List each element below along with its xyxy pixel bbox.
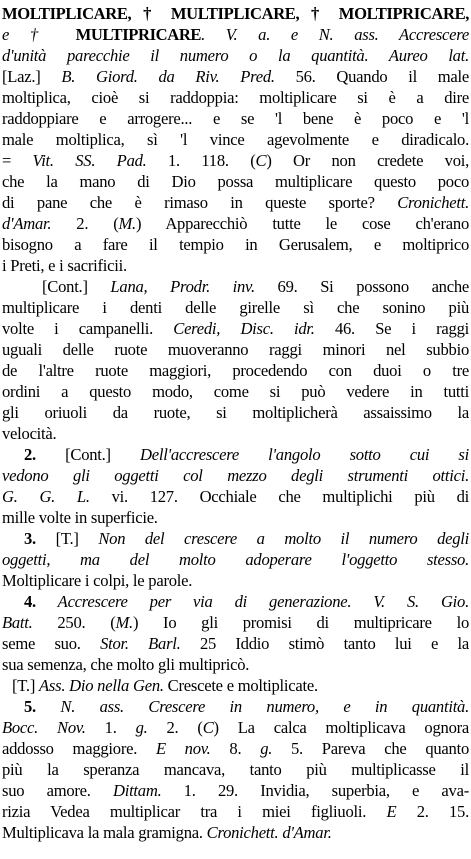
text-segment: 56. Quando il male bbox=[274, 67, 469, 86]
text-segment: moltiplica, cioè si raddoppia: moltiplicare si è a dire bbox=[2, 88, 469, 107]
italic-text: vedono gli oggetti col mezzo degli strumenti ottici. bbox=[2, 466, 469, 485]
text-segment: più la speranza mancava, tanto più multiplicasse il bbox=[2, 760, 469, 779]
italic-text: Dittam. bbox=[112, 781, 162, 800]
italic-text: N. ass. Crescere in numero, e in quantità. bbox=[35, 697, 469, 716]
italic-text: Dell'accrescere l'angolo sotto cui si bbox=[140, 445, 469, 464]
italic-text: Cronichett. d'Amar. bbox=[206, 823, 332, 842]
text-segment: suo amore. bbox=[2, 781, 113, 800]
italic-text: M. bbox=[118, 214, 136, 233]
italic-text: M. bbox=[115, 613, 133, 632]
italic-text: d'Amar. bbox=[2, 214, 52, 233]
sense-number: 5. bbox=[24, 697, 36, 716]
text-segment: 5. Pareva che quanto bbox=[272, 739, 469, 758]
text-segment: seme suo. bbox=[2, 634, 101, 653]
sense-number: 2. bbox=[24, 445, 36, 464]
text-segment: ) La calca moltiplicava ognora bbox=[213, 718, 469, 737]
text-segment: vi. 127. Occhiale che multiplichi più di bbox=[89, 487, 469, 506]
italic-text: g. bbox=[135, 718, 148, 737]
text-segment: velocità. bbox=[2, 424, 57, 443]
italic-text: Stor. Barl. bbox=[100, 634, 181, 653]
text-segment: addosso maggiore. bbox=[2, 739, 156, 758]
text-segment: de l'altre ruote maggiori, procedendo con duoi o tre bbox=[2, 361, 469, 380]
text-segment: [Cont.] bbox=[35, 445, 140, 464]
text-segment: volte i campanelli. bbox=[2, 319, 174, 338]
text-segment: i Preti, e i sacrificii. bbox=[2, 256, 127, 275]
italic-text: G. G. L. bbox=[2, 487, 90, 506]
text-segment: sua semenza, che molto gli multipricò. bbox=[2, 655, 250, 674]
sense-number: 3. bbox=[24, 529, 36, 548]
text-segment: bisogno a fare il tempio in Gerusalem, e moltiprico bbox=[2, 235, 469, 254]
italic-text: Lana, Prodr. inv. bbox=[110, 277, 255, 296]
italic-text: d'unità parecchie il numero o la quantità. Aureo lat. bbox=[2, 46, 469, 65]
italic-text: oggetti, ma del molto adoperare l'oggetto stesso. bbox=[2, 550, 469, 569]
text-segment: 250. ( bbox=[32, 613, 116, 632]
text-segment: ) Apparecchiò tutte le cose ch'erano bbox=[135, 214, 469, 233]
italic-text: g. bbox=[260, 739, 273, 758]
italic-text: Accrescere per via di generazione. V. S. Gio. bbox=[35, 592, 469, 611]
text-segment: ordini a questo modo, come si può vedere in tutti bbox=[2, 382, 469, 401]
text-segment: multiplicare i denti delle girelle sì che sonino più bbox=[2, 298, 469, 317]
text-segment: 8. bbox=[210, 739, 261, 758]
text-segment: gli oriuoli da ruote, si moltiplicherà assaissimo la bbox=[2, 403, 469, 422]
text-segment: 25 Iddio stimò tanto lui e la bbox=[180, 634, 469, 653]
italic-text: Bocc. Nov. bbox=[2, 718, 86, 737]
headword: MULTIPRICARE bbox=[75, 25, 202, 44]
text-segment: [Laz.] bbox=[2, 67, 62, 86]
text-segment: Moltiplicare i colpi, le parole. bbox=[2, 571, 193, 590]
italic-text: E nov. bbox=[155, 739, 211, 758]
text-segment: rizia Vedea multiplicar tra i miei figliuoli. bbox=[2, 802, 387, 821]
italic-text: Non del crescere a molto il numero degli bbox=[98, 529, 469, 548]
text-segment: uguali delle ruote muoveranno raggi minori nel subbio bbox=[2, 340, 469, 359]
italic-text: B. Giord. da Riv. Pred. bbox=[61, 67, 275, 86]
text-segment: = bbox=[2, 151, 33, 170]
text-segment: 1. 118. ( bbox=[146, 151, 256, 170]
italic-text: Cronichett. bbox=[397, 193, 469, 212]
text-segment: mille volte in superficie. bbox=[2, 508, 158, 527]
text-segment: ) Io gli promisi di multipricare lo bbox=[132, 613, 469, 632]
italic-text: E bbox=[386, 802, 397, 821]
text-segment: 1. 29. Invidia, superbia, e ava- bbox=[161, 781, 469, 800]
text-segment: 69. Si possono anche bbox=[254, 277, 469, 296]
text-segment: raddoppiare e arrogere... e se 'l bene è poco e 'l bbox=[2, 109, 469, 128]
text-segment: 2. ( bbox=[147, 718, 203, 737]
text-segment: [Cont.] bbox=[42, 277, 111, 296]
text-segment: [T.] bbox=[12, 676, 40, 695]
headword: MOLTIPLICARE, † MULTIPLICARE, † MOLTIPRICARE, bbox=[2, 4, 469, 23]
italic-text: C bbox=[255, 151, 267, 170]
italic-text: Vit. SS. Pad. bbox=[32, 151, 147, 170]
text-segment: 2. 15. bbox=[396, 802, 469, 821]
text-segment: di pane che è rimaso in queste sporte? bbox=[2, 193, 398, 212]
sense-number: 4. bbox=[24, 592, 36, 611]
italic-text: e † bbox=[2, 25, 76, 44]
text-segment: 46. Se i raggi bbox=[314, 319, 469, 338]
italic-text: Ceredi, Disc. idr. bbox=[173, 319, 315, 338]
text-segment: Crescete e moltiplicate. bbox=[163, 676, 318, 695]
text-segment: che la mano di Dio possa multiplicare questo poco bbox=[2, 172, 469, 191]
italic-text: . V. a. e N. ass. Accrescere bbox=[201, 25, 469, 44]
italic-text: Ass. Dio nella Gen. bbox=[39, 676, 164, 695]
text-line bbox=[2, 821, 469, 845]
text-segment: male moltiplica, sì 'l vince agevolmente e diradicalo. bbox=[2, 130, 469, 149]
text-segment: [T.] bbox=[35, 529, 99, 548]
text-segment: Multiplicava la mala gramigna. bbox=[2, 823, 207, 842]
italic-text: Batt. bbox=[2, 613, 33, 632]
text-segment: ) Or non credete voi, bbox=[266, 151, 469, 170]
text-segment: 2. ( bbox=[51, 214, 119, 233]
italic-text: C bbox=[202, 718, 214, 737]
text-segment: 1. bbox=[85, 718, 136, 737]
